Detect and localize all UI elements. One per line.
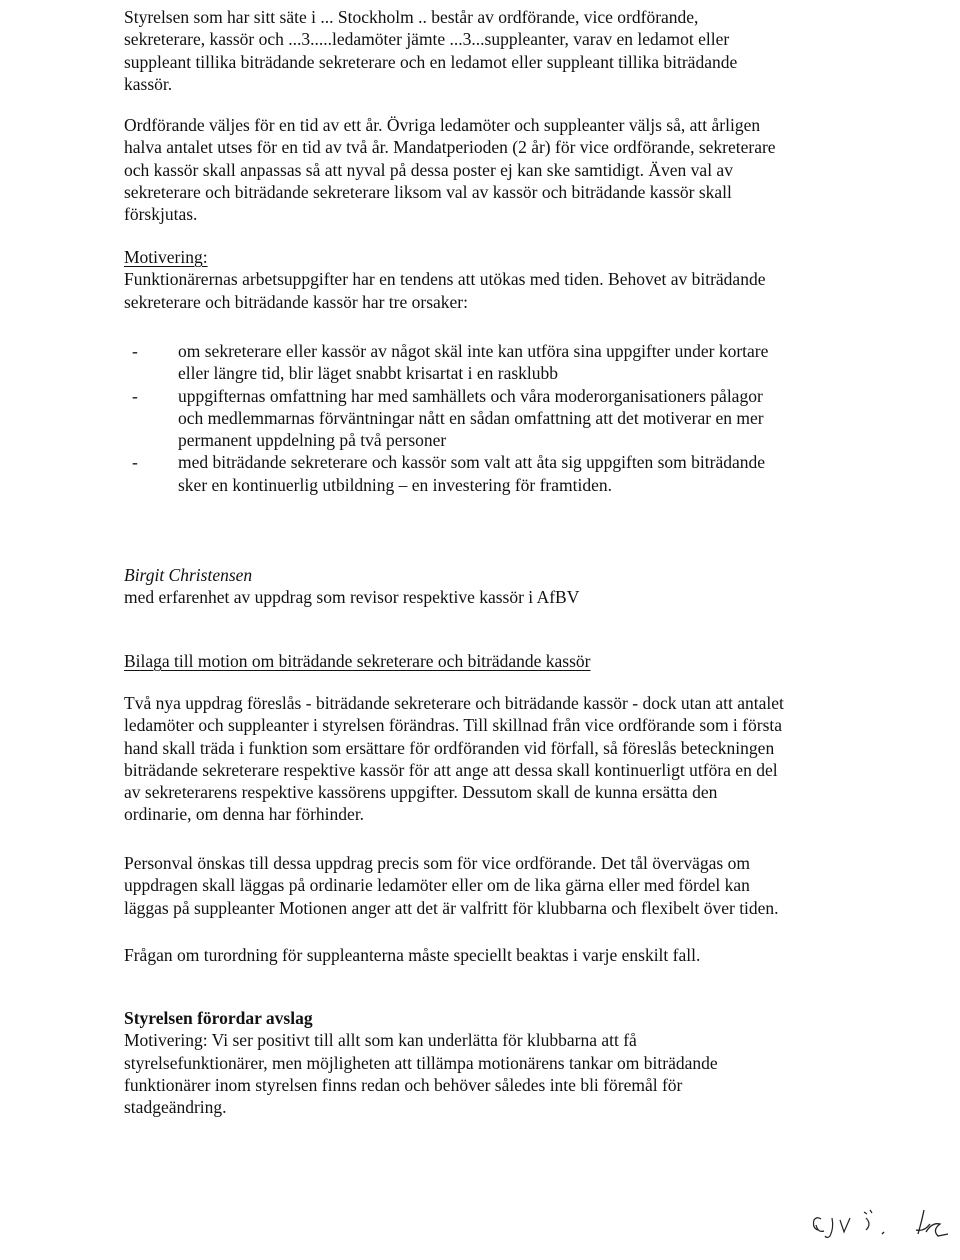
text-line: Styrelsen som har sitt säte i ... Stockholm .. består av ordförande, vice ordförande, [124, 7, 699, 27]
appendix-paragraph-3 [124, 944, 864, 966]
text-line: och medlemmarnas förväntningar nått en sådan omfattning att det motiverar en mer [178, 407, 764, 428]
board-heading: Styrelsen förordar avslag [124, 1008, 313, 1028]
motivation-heading: Motivering: [124, 247, 208, 267]
author-description: med erfarenhet av uppdrag som revisor respektive kassör i AfBV [124, 587, 580, 608]
text-line: uppgifternas omfattning har med samhällets och våra moderorganisationers pålagor [178, 385, 763, 406]
text-line: sker en kontinuerlig utbildning – en investering för framtiden. [178, 474, 612, 495]
text-line: uppdragen skall läggas på ordinarie ledamöter eller om de lika gärna eller med fördel kan [124, 875, 750, 896]
text-line: om sekreterare eller kassör av något skäl inte kan utföra sina uppgifter under kortare [178, 341, 769, 361]
appendix-heading-block [124, 650, 864, 672]
text-line: Frågan om turordning för suppleanterna måste speciellt beaktas i varje enskilt fall. [124, 945, 701, 965]
text-line: styrelsefunktionärer, men möjligheten att tillämpa motionärens tankar om biträdande [124, 1052, 718, 1073]
text-line: Motivering: Vi ser positivt till allt som kan underlätta för klubbarna att få [124, 1030, 637, 1051]
reasons-list [124, 340, 884, 496]
text-line: Ordförande väljes för en tid av ett år. Övriga ledamöter och suppleanter väljs så, att årligen [124, 115, 761, 135]
handwritten-initials [808, 1190, 958, 1250]
text-line: biträdande sekreterare respektive kassör för att ange att dessa skall kontinuerligt utföra en del [124, 759, 778, 780]
list-dash: - [132, 452, 138, 473]
appendix-heading: Bilaga till motion om biträdande sekreterare och biträdande kassör [124, 651, 591, 671]
motivation-paragraph [124, 246, 864, 313]
text-line: och kassör skall anpassas så att nyval på dessa poster ej kan ske samtidigt. Även val av [124, 159, 733, 180]
text-line: kassör. [124, 73, 173, 94]
author-name: Birgit Christensen [124, 565, 253, 585]
term-paragraph [124, 114, 864, 225]
text-line: permanent uppdelning på två personer [178, 430, 447, 451]
list-item [124, 340, 884, 385]
list-item [124, 451, 884, 496]
text-line: sekreterare och biträdande sekreterare liksom val av kassör och biträdande kassör skall [124, 181, 732, 202]
text-line: halva antalet utses för en tid av två år. Mandatperioden (2 år) för vice ordförande, sekreterare [124, 137, 776, 158]
list-dash: - [132, 385, 138, 406]
text-line: av sekreterarens respektive kassörens uppgifter. Dessutom skall de kunna ersätta den [124, 782, 718, 803]
board-recommendation [124, 1007, 864, 1118]
list-item [124, 385, 884, 452]
appendix-paragraph-2 [124, 852, 864, 919]
intro-paragraph [124, 6, 864, 95]
text-line: förskjutas. [124, 204, 198, 225]
text-line: sekreterare, kassör och ...3.....ledamöter jämte ...3...suppleanter, varav en ledamot eller [124, 29, 730, 50]
text-line: sekreterare och biträdande kassör har tre orsaker: [124, 291, 468, 312]
text-line: läggas på suppleanter Motionen anger att det är valfritt för klubbarna och flexibelt över tiden. [124, 897, 779, 918]
text-line: Två nya uppdrag föreslås - biträdande sekreterare och biträdande kassör - dock utan att antalet [124, 693, 784, 713]
text-line: Personval önskas till dessa uppdrag precis som för vice ordförande. Det tål övervägas om [124, 853, 750, 873]
appendix-paragraph-1 [124, 692, 864, 826]
text-line: Funktionärernas arbetsuppgifter har en tendens att utökas med tiden. Behovet av biträdande [124, 269, 766, 290]
text-line: hand skall träda i funktion som ersättare för ordföranden vid förfall, så föreslås beteckningen [124, 737, 775, 758]
list-dash: - [132, 341, 138, 361]
text-line: stadgeändring. [124, 1097, 227, 1118]
text-line: eller längre tid, blir läget snabbt krisartat i en rasklubb [178, 363, 559, 384]
text-line: ordinarie, om denna har förhinder. [124, 804, 365, 825]
text-line: funktionärer inom styrelsen finns redan och behöver således inte bli föremål för [124, 1074, 683, 1095]
text-line: med biträdande sekreterare och kassör som valt att åta sig uppgiften som biträdande [178, 452, 766, 473]
author-block [124, 564, 864, 609]
text-line: suppleant tillika biträdande sekreterare och en ledamot eller suppleant tillika biträdande [124, 51, 738, 72]
text-line: ledamöter och suppleanter i styrelsen förändras. Till skillnad från vice ordförande som i första [124, 715, 783, 736]
